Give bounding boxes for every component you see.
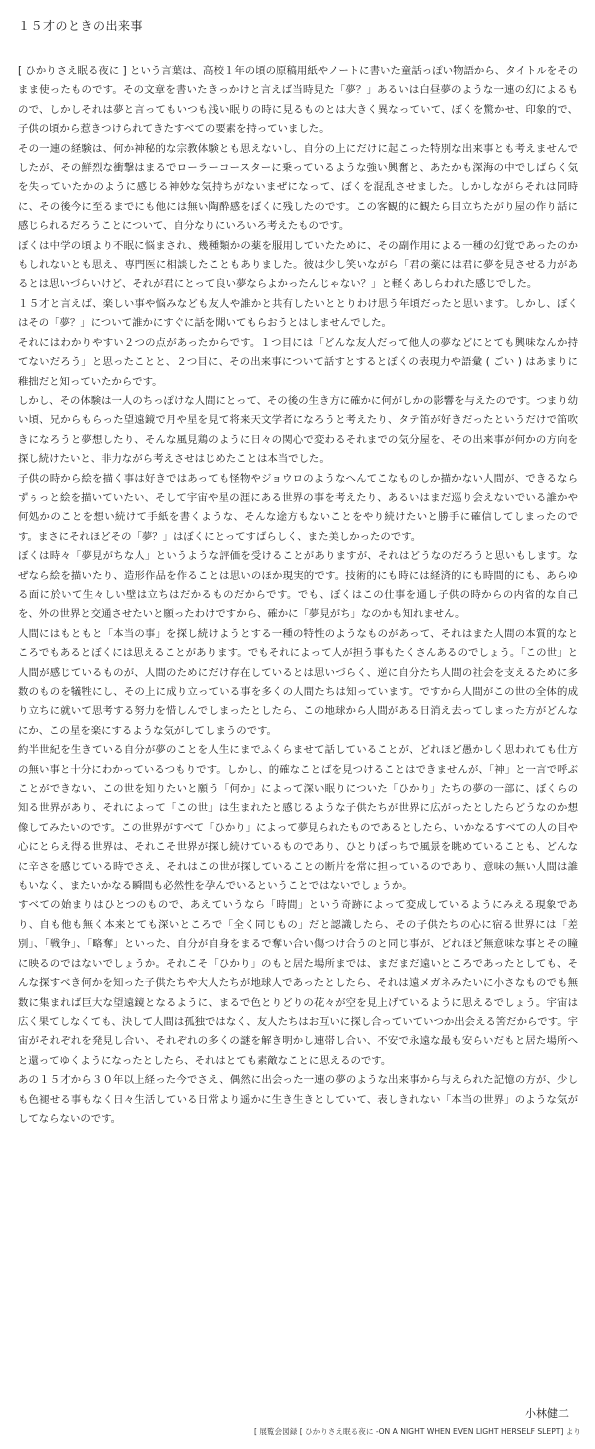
author-name: 小林健二	[525, 1407, 569, 1420]
paragraph-6: しかし、その体験は一人のちっぽけな人間にとって、その後の生き方に確かに何がしかの影響を与えたのです。つまり幼い頃、兄からもらった望遠鏡で月や星を見て将来天文学者になろうと考えたり、タテ笛が好きだったというだけで笛吹きになろうと夢想したり、そんな風見鶏のように日々の関心で変わるそれまでの気分屋を、その出来事が何かの方向を探し続けたいと、非力ながら考えさせはじめたことは本当でした。	[18, 394, 578, 466]
paragraph-2: その一連の経験は、何か神秘的な宗教体験とも思えないし、自分の上にだけに起こった特別な出来事とも考えませんでしたが、その鮮烈な衝撃はまるでローラーコースターに乗っているような強い興奮と、あたかも深海の中でしばらく気を失っていたかのように感じる神妙な気持ちがないまぜになって、ぼくを混乱させました。しかしながらそれは同時に、その後今に至るまでにも他には無い陶酔感をぼくに残したのです。この客観的に観たら目立ちたがり屋の作り話に感じられるだろうことについて、自分なりにいろいろ考えたものです。	[18, 142, 578, 233]
paragraph-5: それにはわかりやすい２つの点があったからです。１つ目には「どんな友人だって他人の夢などにとても興味なんか持てないだろう」と思ったことと、２つ目に、その出来事について話すとするとぼくの表現力や語彙 ( ごい ) はあまりに稚拙だと知っていたからです。	[18, 336, 578, 388]
source-citation: [ 展覧会図録 [ ひかりさえ眠る夜に -ON A NIGHT WHEN EVEN LIGHT HERSELF SLEPT] より	[253, 1427, 581, 1436]
paragraph-12: あの１５才から３０年以上経った今でさえ、偶然に出会った一連の夢のような出来事から与えられた記憶の方が、少しも色褪せる事もなく日々生活している日常より遥かに生き生きとしていて、表しきれない「本当の世界」のような気がしてならないのです。	[18, 1074, 578, 1125]
paragraph-4: １５才と言えば、楽しい事や悩みなども友人や誰かと共有したいととりわけ思う年頃だったと思います。しかし、ぼくはその「夢？」について誰かにすぐに話を聞いてもらおうとはしませんでした。	[18, 297, 578, 330]
paragraph-9: 人間にはもともと「本当の事」を探し続けようとする一種の特性のようなものがあって、それはまた人間の本質的なところでもあるとぼくには思えることがあります。でもそれによって人が担う事もたくさんあるのでしょう。「この世」と人間が感じているものが、人間のためにだけ存在しているとは思いづらく、逆に自分たち人間の社会を支えるために多数のものを犠牲にし、その上に成り立っている事を多くの人間たちは知っています。ですから人間がこの世の全体的成り立ちに就いて思考する努力を惜しんでしまったとしたら、この地球から人間がある日消え去ってしまった方がどんなにか、この星を楽にするような気がしてしまうのです。	[18, 627, 578, 737]
paragraph-3: ぼくは中学の頃より不眠に悩まされ、幾種類かの薬を服用していたために、その副作用による一種の幻覚であったのかもしれないとも思え、専門医に相談したこともありました。彼は少し笑いながら「君の薬には君に夢を見させる力があるとは思いづらいけど、それが君にとって良い夢ならよかったんじゃない？」と軽くあしらわれた感じでした。	[18, 239, 578, 291]
paragraph-10: 約半世紀を生きている自分が夢のことを人生にまでふくらませて話していることが、どれほど愚かしく思われても仕方の無い事と十分にわかっているつもりです。しかし、的確なことばを見つけることはできませんが、「神」と一言で呼ぶことができない、この世を知りたいと願う「何か」によって深い眠りについた「ひかり」たちの夢の一部に、ぼくらの知る世界があり、それによって「この世」は生まれたと感じるような子供たちが世界に広がったとしたらどうなのか想像してみたいのです。この世界がすべて「ひかり」によって夢見られたものであるとしたら、いかなるすべての人の目や心にとらえ得る世界は、それこそ世界が探し続けているものであり、ひとりぼっちで風景を眺めていることも、どんなに辛さを感じている時でさえ、それはこの世が探していることの断片を常に担っているのであり、意味の無い人間は誰もいなく、またいかなる瞬間も必然性を孕んでいるということではないでしょうか。	[18, 744, 578, 893]
paragraph-1: [ ひかりさえ眠る夜に ] という言葉は、高校１年の頃の原稿用紙やノートに書いた童話っぽい物語から、タイトルをそのまま使ったものです。その文章を書いたきっかけと言えば当時見た「夢？」あるいは白昼夢のような一連の幻によるもので、しかしそれは夢と言ってもいつも浅い眠りの時に見るものとは大きく異なっていて、ぼくを驚かせ、印象的で、子供の頃から惹きつけられてきたすべての要素を持っていました。	[18, 65, 578, 136]
paragraph-7: 子供の時から絵を描く事は好きではあっても怪物やジョウロのようなへんてこなものしか描かない人間が、できるならずぅっと絵を描いていたい、そして宇宙や星の涯にある世界の事を考えたり、あるいはまだ巡り会えないでいる誰かや何処かのことを想い続けて手紙を書くような、そんな途方もないことをやり続けたいと勝手に確信してしまったのです。まさにそれほどその「夢？」はぼくにとってすばらしく、また美しかったのです。	[18, 472, 578, 543]
paragraph-11: すべての始まりはひとつのもので、あえていうなら「時間」という奇跡によって変成しているようにみえる現象であり、自も他も無く本来とても深いところで「全く同じもの」だと認識したら、その子供たちの心に宿る世界には「差別」、「戦争」、「略奪」といった、自分が自身をまるで奪い合い傷つけ合うのと同じ事が、どれほど無意味な事とその瞳に映るのではないでしょうか。それこそ「ひかり」のもと居た場所までは、まだまだ遠いところであったとしても、そんな探すべき何かを知った子供たちや大人たちが地球人であったとしたら、それは遠メガネみたいに小さなものでも無数に集まれば巨大な望遠鏡となるように、まるで色とりどりの花々が空を見上げているように思えるでしょう。宇宙は広く果てしなくても、決して人間は孤独ではなく、友人たちはお互いに探し合っていていつか出会える筈だからです。宇宙がそれぞれを発見し合い、それぞれの多くの謎を解き明かし連帯し合い、不安で永遠な最も安らいだもと居た場所へと還ってゆくようになったとしたら、それはとても素敵なことに思えるのです。	[18, 899, 578, 1067]
document-body	[18, 62, 578, 1129]
document-title: １５才のときの出来事	[18, 19, 144, 33]
paragraph-8: ぼくは時々「夢見がちな人」というような評価を受けることがありますが、それはどうなのだろうと思いもします。なぜなら絵を描いたり、造形作品を作ることは思いのほか現実的です。技術的にも時には経済的にも時間的にも、あらゆる面に於いて生々しい壁は立ちはだかるものだからです。でも、ぼくはこの仕事を通し子供の時からの内省的な自己を、外の世界と交通させたいと願ったわけですから、確かに「夢見がち」なのかも知れません。	[18, 550, 578, 621]
